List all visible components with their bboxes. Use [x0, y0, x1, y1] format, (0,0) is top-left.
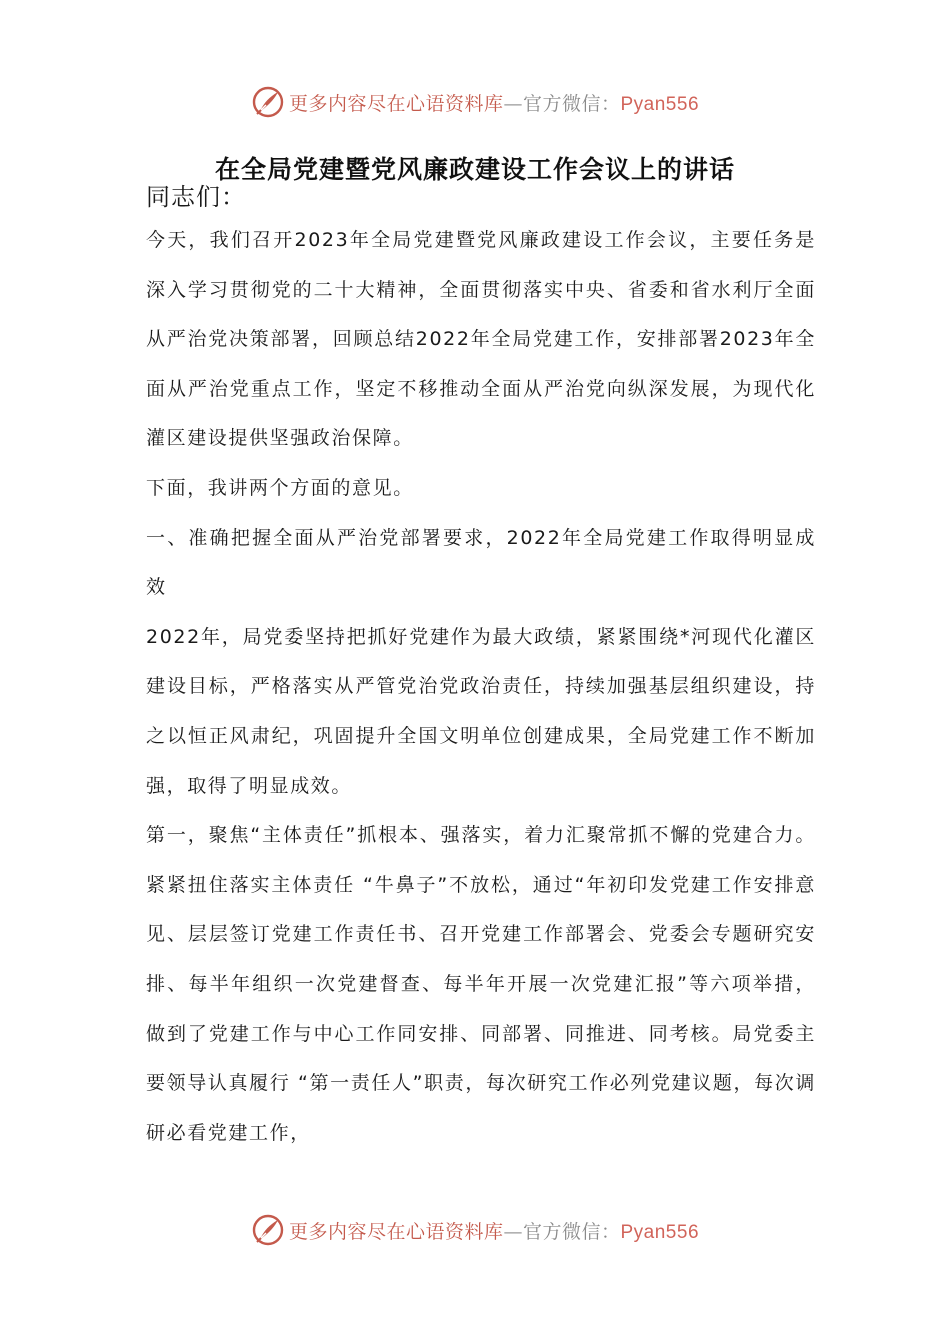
watermark-wechat-id: Pyan556	[620, 93, 700, 115]
watermark-text	[289, 89, 699, 116]
paragraph-first-point: 第一，聚焦“主体责任”抓根本、强落实，着力汇聚常抓不懈的党建合力。紧紧扭住落实主体责任 “牛鼻子”不放松，通过“年初印发党建工作安排意见、层层签订党建工作责任书、召开党建工作部署会、党委会专题研究安排、每半年组织一次党建督查、每半年开展一次党建汇报”等六项举措，做到了党建工作与中心工作同安排、同部署、同推进、同考核。局党委主要领导认真履行 “第一责任人”职责，每次研究工作必列党建议题，每次调研必看党建工作，	[146, 824, 816, 1144]
paragraph-2022-summary: 2022年，局党委坚持把抓好党建作为最大政绩，紧紧围绕*河现代化灌区建设目标，严格落实从严管党治党政治责任，持续加强基层组织建设，持之以恒正风肃纪，巩固提升全国文明单位创建成果，全局党建工作不断加强，取得了明显成效。	[146, 625, 816, 797]
footer-watermark	[0, 1208, 950, 1252]
watermark-wechat-id: Pyan556	[620, 1221, 700, 1243]
watermark-label: 官方微信：	[522, 92, 621, 115]
paragraph-intro: 今天，我们召开2023年全局党建暨党风廉政建设工作会议，主要任务是深入学习贯彻党的二十大精神，全面贯彻落实中央、省委和省水利厅全面从严治党决策部署，回顾总结2022年全局党建工作，安排部署2023年全面从严治党重点工作，坚定不移推动全面从严治党向纵深发展，为现代化灌区建设提供坚强政治保障。	[146, 229, 816, 450]
quill-logo-icon	[251, 1213, 285, 1247]
paragraph-outline: 下面，我讲两个方面的意见。	[146, 476, 414, 499]
watermark-label: 官方微信：	[522, 1220, 621, 1243]
watermark-text	[289, 1217, 699, 1244]
section-heading-1: 一、准确把握全面从严治党部署要求，2022年全局党建工作取得明显成效	[146, 526, 816, 599]
salutation: 同志们：	[146, 183, 246, 211]
watermark-lead: 更多内容尽在心语资料库	[288, 1220, 504, 1243]
header-watermark	[0, 80, 950, 124]
document-body	[146, 178, 816, 1158]
watermark-lead: 更多内容尽在心语资料库	[288, 92, 504, 115]
watermark-dash: —	[503, 92, 523, 115]
watermark-dash: —	[503, 1220, 523, 1243]
document-title: 在全局党建暨党风廉政建设工作会议上的讲话	[214, 155, 735, 184]
quill-logo-icon	[251, 85, 285, 119]
